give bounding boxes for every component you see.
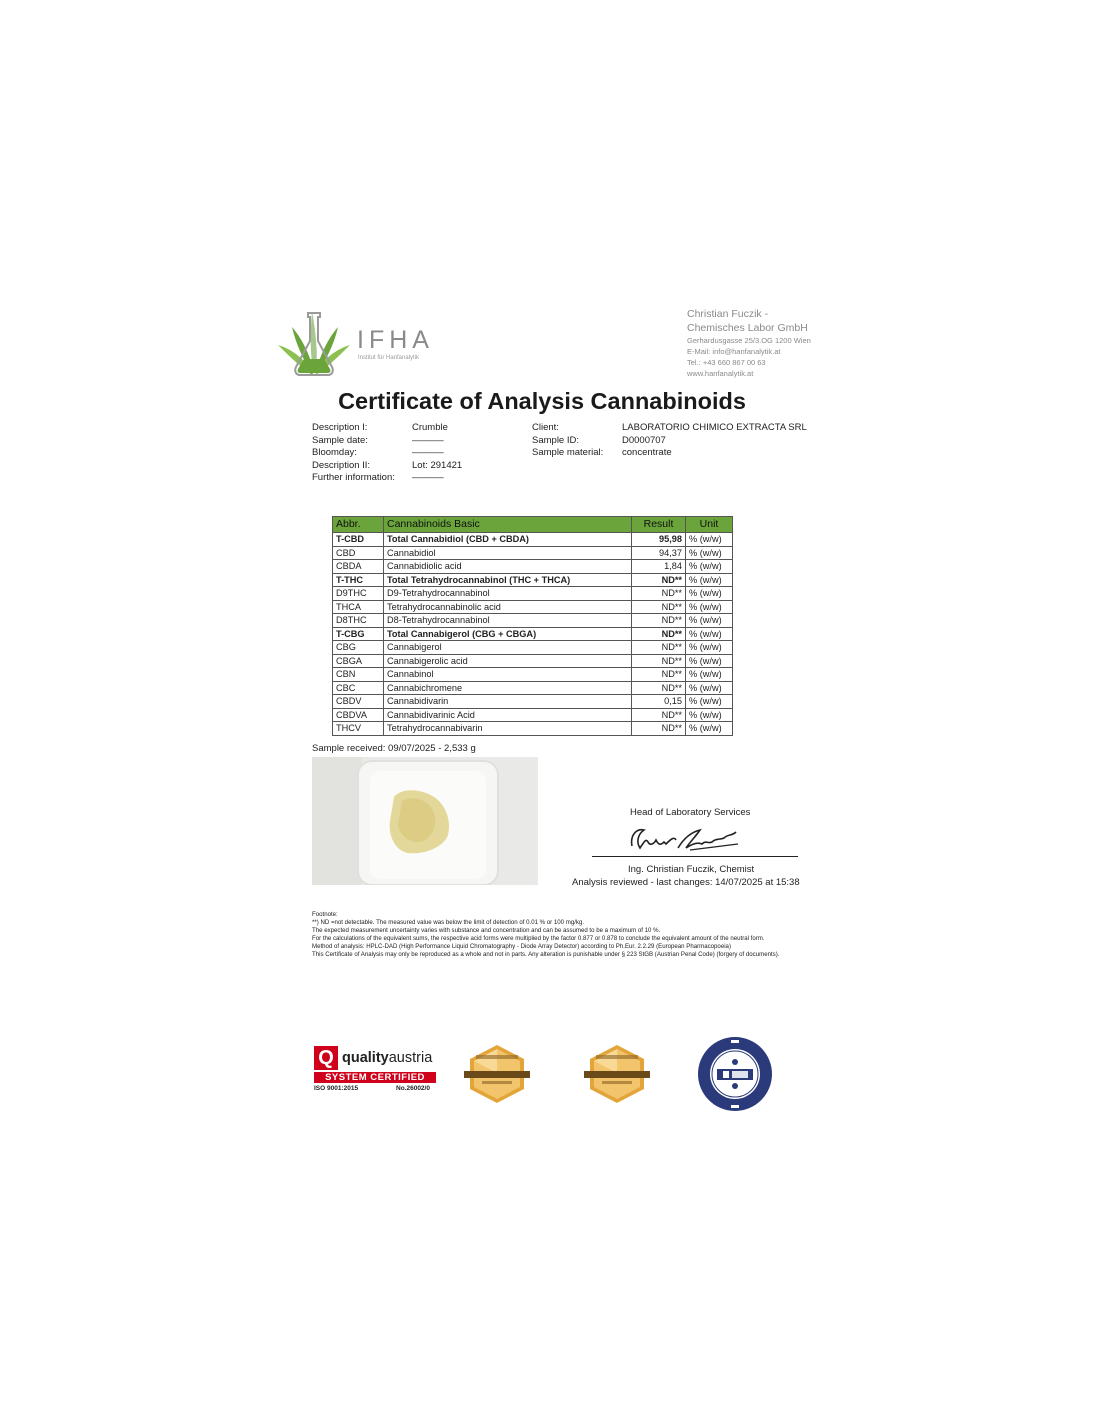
cell-name: Cannabinol — [384, 668, 632, 682]
lab-address-block — [687, 307, 811, 379]
cell-result: 94,37 — [632, 546, 686, 560]
table-row — [333, 546, 733, 560]
cell-name: Total Tetrahydrocannabinol (THC + THCA) — [384, 573, 632, 587]
footnote-line: The expected measurement uncertainty varies with substance and concentration and can be assumed to be a maximum of 10 %. — [312, 927, 661, 934]
table-row — [333, 533, 733, 547]
cell-abbr: CBDV — [333, 695, 384, 709]
info-label: Bloomday: — [312, 447, 357, 458]
cell-abbr: D9THC — [333, 587, 384, 601]
footnote-line: Footnote: — [312, 911, 338, 918]
info-value: Crumble — [412, 422, 448, 433]
table-row — [333, 695, 733, 709]
cell-result: ND** — [632, 668, 686, 682]
cell-unit: % (w/w) — [686, 614, 733, 628]
cell-result: ND** — [632, 681, 686, 695]
lab-name-line1: Christian Fuczik - — [687, 308, 769, 320]
info-label: Sample date: — [312, 434, 368, 446]
cell-abbr: CBN — [333, 668, 384, 682]
cell-result: ND** — [632, 587, 686, 601]
lab-email: E-Mail: info@hanfanalytik.at — [687, 347, 781, 356]
cell-unit: % (w/w) — [686, 708, 733, 722]
cell-unit: % (w/w) — [686, 641, 733, 655]
cell-unit: % (w/w) — [686, 668, 733, 682]
info-value: –––––– — [412, 472, 444, 483]
cell-unit: % (w/w) — [686, 627, 733, 641]
signature-line — [592, 856, 798, 857]
cell-name: Cannabidivarin — [384, 695, 632, 709]
cell-name: Cannabidiol — [384, 546, 632, 560]
info-label: Sample ID: — [532, 434, 579, 446]
table-row — [333, 560, 733, 574]
quality-austria-name — [342, 1050, 432, 1066]
info-label: Sample material: — [532, 447, 604, 458]
cell-result: 1,84 — [632, 560, 686, 574]
info-right-values — [622, 422, 807, 460]
cell-abbr: CBC — [333, 681, 384, 695]
qa-iso: ISO 9001:2015 — [314, 1085, 359, 1092]
cell-abbr: CBGA — [333, 654, 384, 668]
cell-result: ND** — [632, 708, 686, 722]
results-table — [332, 516, 733, 736]
info-label: Description II: — [312, 459, 371, 471]
cell-result: ND** — [632, 722, 686, 736]
cell-name: Cannabigerolic acid — [384, 654, 632, 668]
cell-result: ND** — [632, 654, 686, 668]
cell-unit: % (w/w) — [686, 533, 733, 547]
signatory-name: Ing. Christian Fuczik, Chemist — [628, 864, 755, 875]
table-row — [333, 708, 733, 722]
info-value: –––––– — [412, 434, 444, 446]
info-value: –––––– — [412, 447, 444, 458]
info-value: LABORATORIO CHIMICO EXTRACTA SRL — [622, 422, 807, 433]
cell-name: Cannabidiolic acid — [384, 560, 632, 574]
analysis-reviewed: Analysis reviewed - last changes: 14/07/2025 at 15:38 — [572, 877, 800, 888]
cell-name: Total Cannabigerol (CBG + CBGA) — [384, 627, 632, 641]
cell-unit: % (w/w) — [686, 654, 733, 668]
lab-website: www.hanfanalytik.at — [687, 369, 754, 378]
footnote-line: This Certificate of Analysis may only be reproduced as a whole and not in parts. Any alteration is punishable under § 223 StGB (Austrian Penal Code) (forgery of documents). — [312, 951, 780, 958]
cell-unit: % (w/w) — [686, 560, 733, 574]
cell-abbr: D8THC — [333, 614, 384, 628]
qa-number: No.26002/0 — [396, 1085, 430, 1092]
footnote — [312, 911, 812, 959]
cell-result: ND** — [632, 627, 686, 641]
table-row — [333, 587, 733, 601]
qa-name-bold: quality — [342, 1050, 389, 1066]
cell-unit: % (w/w) — [686, 573, 733, 587]
emerald-test-badge-icon — [462, 1043, 532, 1105]
cell-abbr: CBG — [333, 641, 384, 655]
iqnet-certified-seal-icon — [697, 1036, 773, 1112]
header-name: Cannabinoids Basic — [384, 517, 632, 533]
cell-unit: % (w/w) — [686, 600, 733, 614]
footnote-line: For the calculations of the equivalent sums, the respective acid forms were multiplied by the factor 0.877 or 0.878 to conclude the equivalent amount of the neutral form. — [312, 935, 765, 942]
cell-result: ND** — [632, 614, 686, 628]
cell-name: Total Cannabidiol (CBD + CBDA) — [384, 533, 632, 547]
table-row — [333, 641, 733, 655]
table-row — [333, 614, 733, 628]
table-row — [333, 627, 733, 641]
header-result: Result — [632, 517, 686, 533]
signature-head: Head of Laboratory Services — [630, 807, 751, 818]
cell-unit: % (w/w) — [686, 695, 733, 709]
cell-name: Tetrahydrocannabinolic acid — [384, 600, 632, 614]
cell-unit: % (w/w) — [686, 546, 733, 560]
lab-phone: Tel.: +43 660 867 00 63 — [687, 358, 766, 367]
quality-austria-q-icon: Q — [314, 1046, 338, 1070]
cell-name: Cannabidivarinic Acid — [384, 708, 632, 722]
footnote-line: Method of analysis: HPLC-DAD (High Performance Liquid Chromatography - Diode Array Detector) according to Ph.Eur. 2.2.29 (European Pharmacopoeia) — [312, 943, 731, 950]
signature-graphic — [620, 818, 750, 858]
info-right-labels — [532, 422, 603, 460]
cell-unit: % (w/w) — [686, 587, 733, 601]
table-row — [333, 681, 733, 695]
cell-result: ND** — [632, 573, 686, 587]
table-row — [333, 654, 733, 668]
table-row — [333, 600, 733, 614]
cell-name: D8-Tetrahydrocannabinol — [384, 614, 632, 628]
sample-photo — [312, 757, 538, 885]
cell-abbr: T-CBD — [333, 533, 384, 547]
cell-abbr: THCA — [333, 600, 384, 614]
cell-abbr: CBDVA — [333, 708, 384, 722]
cell-result: 95,98 — [632, 533, 686, 547]
info-value: D0000707 — [622, 434, 666, 446]
info-label: Client: — [532, 422, 559, 433]
cell-result: 0,15 — [632, 695, 686, 709]
document-title: Certificate of Analysis Cannabinoids — [338, 388, 746, 414]
lab-name-line2: Chemisches Labor GmbH — [687, 322, 808, 334]
info-label: Description I: — [312, 422, 368, 433]
table-row — [333, 722, 733, 736]
info-left-labels — [312, 422, 395, 485]
emerald-test-badge-icon — [582, 1043, 652, 1105]
quality-austria-badge — [312, 1046, 442, 1098]
header-abbr: Abbr. — [333, 517, 384, 533]
cell-abbr: CBD — [333, 546, 384, 560]
sample-received: Sample received: 09/07/2025 - 2,533 g — [312, 743, 476, 754]
cell-name: Cannabichromene — [384, 681, 632, 695]
table-row — [333, 573, 733, 587]
cell-unit: % (w/w) — [686, 681, 733, 695]
cell-abbr: CBDA — [333, 560, 384, 574]
table-row — [333, 668, 733, 682]
info-value: Lot: 291421 — [412, 459, 463, 471]
logo-subtitle: Institut für Hanfanalytik — [358, 355, 420, 361]
header-unit: Unit — [686, 517, 733, 533]
table-header-row — [333, 517, 733, 533]
cell-abbr: T-THC — [333, 573, 384, 587]
info-value: concentrate — [622, 447, 672, 458]
cell-unit: % (w/w) — [686, 722, 733, 736]
cell-abbr: THCV — [333, 722, 384, 736]
cell-name: D9-Tetrahydrocannabinol — [384, 587, 632, 601]
system-certified-band: SYSTEM CERTIFIED — [314, 1072, 436, 1083]
logo-text: IFHA — [357, 326, 434, 354]
info-label: Further information: — [312, 472, 395, 483]
lab-address: Gerhardusgasse 25/3.OG 1200 Wien — [687, 336, 811, 345]
cell-name: Tetrahydrocannabivarin — [384, 722, 632, 736]
results-table-body — [333, 533, 733, 736]
info-left-values — [412, 422, 462, 485]
footnote-line: **) ND =not detectable. The measured value was below the limit of detection of 0.01 % or 100 mg/kg. — [312, 919, 585, 926]
cell-name: Cannabigerol — [384, 641, 632, 655]
cell-result: ND** — [632, 641, 686, 655]
qa-name-rest: austria — [388, 1050, 433, 1066]
cell-result: ND** — [632, 600, 686, 614]
cell-abbr: T-CBG — [333, 627, 384, 641]
